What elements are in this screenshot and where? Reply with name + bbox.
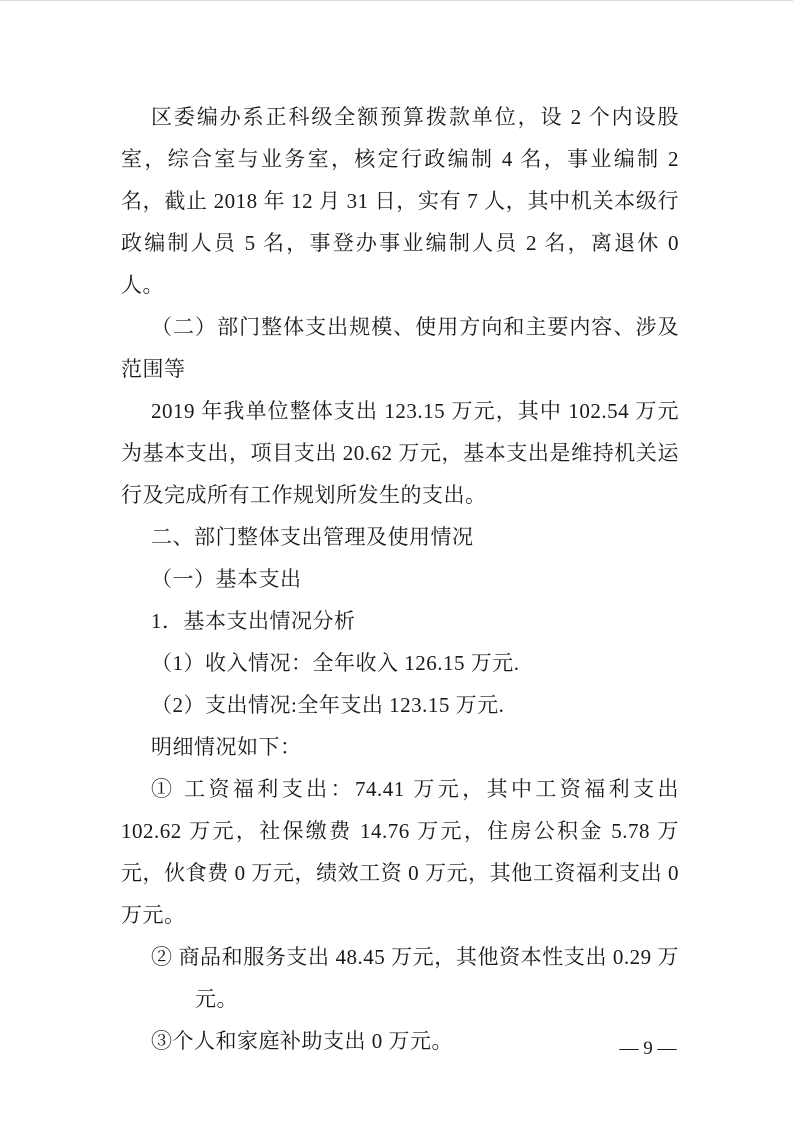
paragraph-details-intro: 明细情况如下： <box>151 735 302 759</box>
paragraph-unit-overview: 区委编办系正科级全额预算拨款单位，设 2 个内设股室，综合室与业务室，核定行政编制 4 名，事业编制 2 名，截止 2018 年 12 月 31 日，实有 7 人，其中机关本级行政编制人员 5 名，事登办事业编制人员 2 名，离退休 0 人。 <box>121 105 679 297</box>
heading-basic-expenditure-analysis: 1．基本支出情况分析 <box>151 609 356 633</box>
paragraph-item-3-individual-family-subsidy: ③个人和家庭补助支出 0 万元。 <box>151 1029 453 1053</box>
paragraph-2019-expenditure: 2019 年我单位整体支出 123.15 万元，其中 102.54 万元为基本支出，项目支出 20.62 万元，基本支出是维持机关运行及完成所有工作规划所发生的支出。 <box>121 399 679 507</box>
heading-section-two: 二、部门整体支出管理及使用情况 <box>151 525 474 549</box>
paragraph-item-2-goods-services: ② 商品和服务支出 48.45 万元，其他资本性支出 0.29 万元。 <box>151 945 679 1011</box>
heading-expenditure-scope: （二）部门整体支出规模、使用方向和主要内容、涉及范围等 <box>121 315 679 381</box>
heading-basic-expenditure: （一）基本支出 <box>151 567 302 591</box>
document-content <box>121 96 679 1062</box>
paragraph-income-situation: （1）收入情况：全年收入 126.15 万元. <box>151 651 520 675</box>
paragraph-expenditure-situation: （2）支出情况:全年支出 123.15 万元. <box>151 693 505 717</box>
page-number: — 9 — <box>619 1038 677 1059</box>
paragraph-item-1-salary-welfare: ① 工资福利支出：74.41 万元，其中工资福利支出 102.62 万元，社保缴费 14.76 万元，住房公积金 5.78 万元，伙食费 0 万元，绩效工资 0 万元，其他工资福利支出 0 万元。 <box>121 777 679 927</box>
